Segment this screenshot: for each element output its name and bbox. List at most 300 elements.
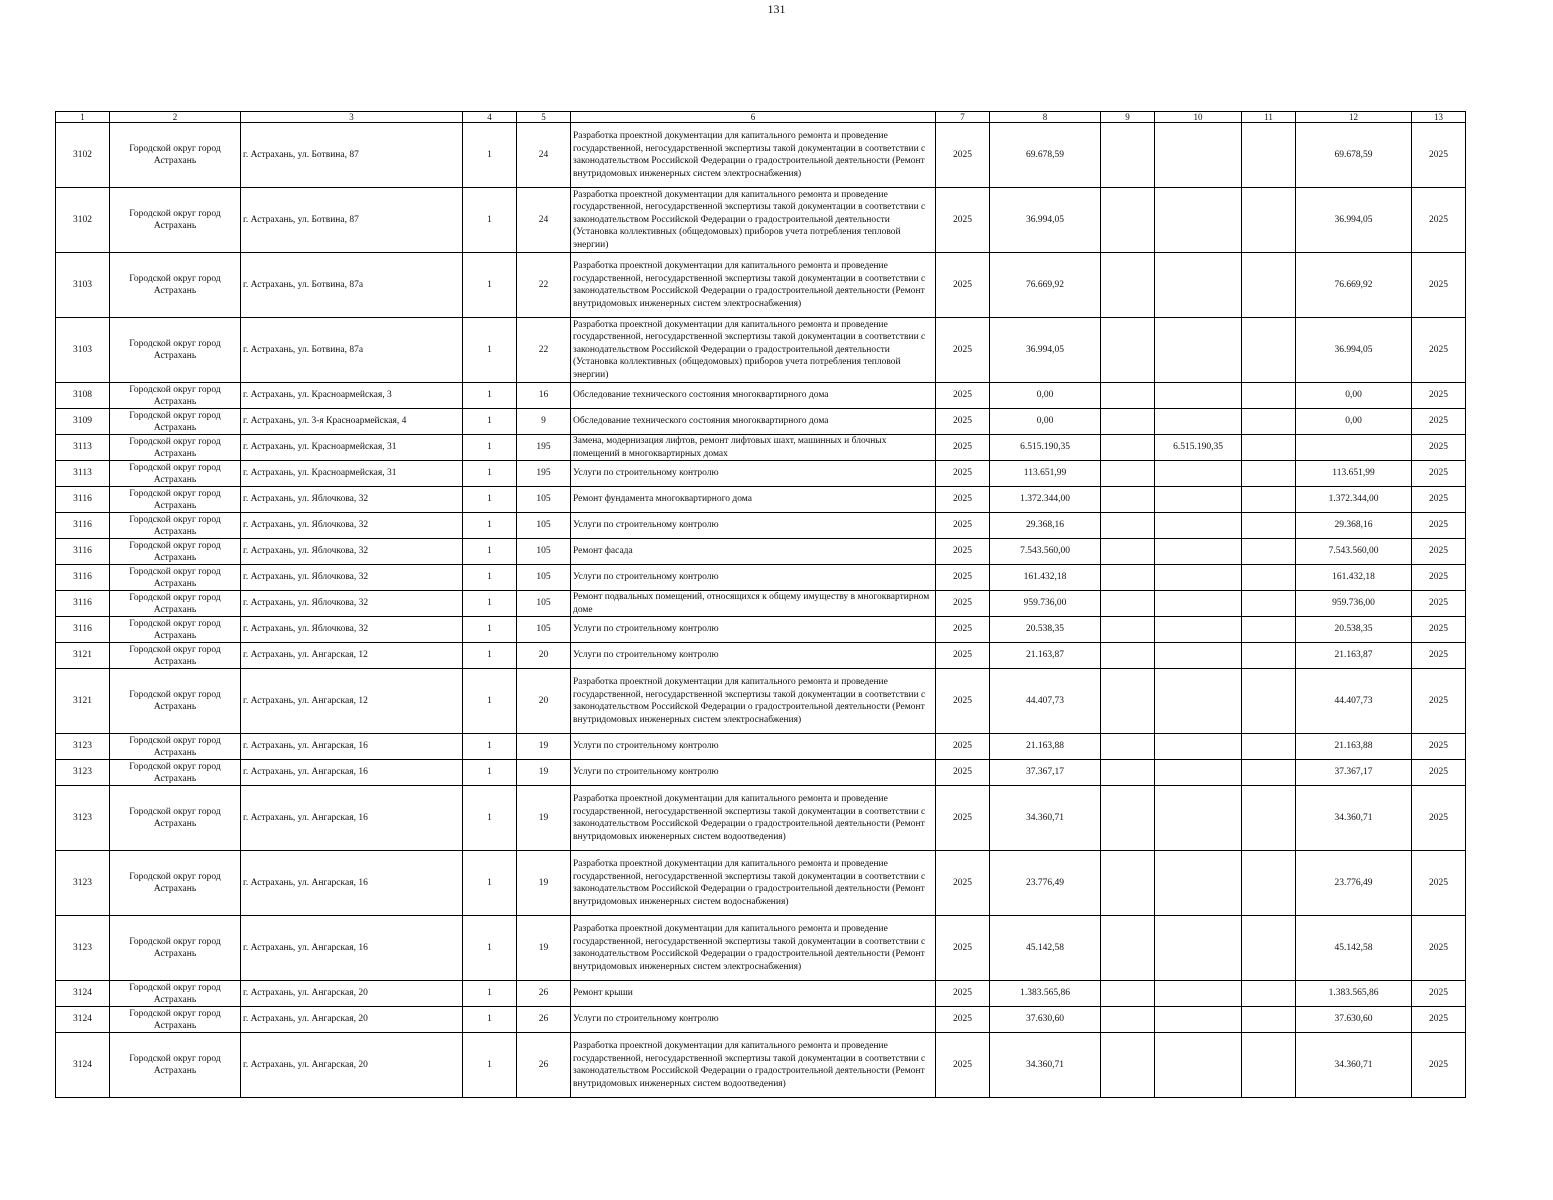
fund-cost: 21.163,88 [1296,734,1412,760]
year-complete: 2025 [1412,734,1466,760]
lift-cost [1155,409,1242,435]
municipality: Городской округ город Астрахань [110,318,241,383]
work-description: Разработка проектной документации для капитального ремонта и проведение государственной, негосударственной экспертизы такой документации в соответствии с законодательством Российской Федерации о градостроительной деятельности (Ремонт внутридомовых инженерных систем электроснабжения) [571,669,936,734]
fund-cost: 76.669,92 [1296,253,1412,318]
table-row [56,123,1466,188]
apartments: 105 [517,617,571,643]
address: г. Астрахань, ул. Ботвина, 87а [241,253,463,318]
row-id: 3123 [56,760,110,786]
address: г. Астрахань, ул. Ангарская, 16 [241,786,463,851]
apartments: 19 [517,916,571,981]
fund-cost: 36.994,05 [1296,188,1412,253]
lift-cost [1155,734,1242,760]
address: г. Астрахань, ул. Ботвина, 87 [241,188,463,253]
work-description: Замена, модернизация лифтов, ремонт лифтовых шахт, машинных и блочных помещений в многоквартирных домах [571,435,936,461]
municipality: Городской округ город Астрахань [110,461,241,487]
total-cost: 1.383.565,86 [990,981,1101,1007]
row-id: 3109 [56,409,110,435]
year-complete: 2025 [1412,851,1466,916]
count: 1 [463,539,517,565]
municipality: Городской округ город Астрахань [110,435,241,461]
total-cost: 6.515.190,35 [990,435,1101,461]
col-9-value [1101,617,1155,643]
row-id: 3116 [56,539,110,565]
col-11-value [1242,734,1296,760]
fund-cost: 0,00 [1296,409,1412,435]
count: 1 [463,188,517,253]
fund-cost: 7.543.560,00 [1296,539,1412,565]
municipality: Городской округ город Астрахань [110,760,241,786]
year-complete: 2025 [1412,435,1466,461]
apartments: 105 [517,513,571,539]
year-complete: 2025 [1412,539,1466,565]
year-planned: 2025 [936,253,990,318]
year-planned: 2025 [936,981,990,1007]
year-complete: 2025 [1412,916,1466,981]
year-planned: 2025 [936,435,990,461]
work-description: Услуги по строительному контролю [571,565,936,591]
apartments: 20 [517,669,571,734]
column-header: 9 [1101,112,1155,123]
row-id: 3103 [56,253,110,318]
fund-cost: 1.372.344,00 [1296,487,1412,513]
lift-cost [1155,669,1242,734]
address: г. Астрахань, ул. Яблочкова, 32 [241,617,463,643]
total-cost: 113.651,99 [990,461,1101,487]
address: г. Астрахань, ул. Ботвина, 87 [241,123,463,188]
apartments: 19 [517,851,571,916]
col-9-value [1101,435,1155,461]
year-planned: 2025 [936,760,990,786]
year-complete: 2025 [1412,981,1466,1007]
table-body [56,123,1466,1098]
year-complete: 2025 [1412,513,1466,539]
apartments: 24 [517,123,571,188]
work-description: Услуги по строительному контролю [571,760,936,786]
col-11-value [1242,513,1296,539]
row-id: 3102 [56,188,110,253]
row-id: 3113 [56,435,110,461]
fund-cost: 34.360,71 [1296,786,1412,851]
count: 1 [463,409,517,435]
municipality: Городской округ город Астрахань [110,916,241,981]
address: г. Астрахань, ул. Яблочкова, 32 [241,539,463,565]
table-row [56,253,1466,318]
col-9-value [1101,1033,1155,1098]
municipality: Городской округ город Астрахань [110,591,241,617]
fund-cost: 0,00 [1296,383,1412,409]
year-complete: 2025 [1412,1007,1466,1033]
table-row [56,513,1466,539]
total-cost: 34.360,71 [990,1033,1101,1098]
address: г. Астрахань, ул. Ангарская, 16 [241,851,463,916]
column-header: 11 [1242,112,1296,123]
total-cost: 69.678,59 [990,123,1101,188]
year-planned: 2025 [936,487,990,513]
fund-cost: 21.163,87 [1296,643,1412,669]
total-cost: 7.543.560,00 [990,539,1101,565]
row-id: 3108 [56,383,110,409]
count: 1 [463,435,517,461]
row-id: 3123 [56,851,110,916]
work-description: Услуги по строительному контролю [571,461,936,487]
work-description: Услуги по строительному контролю [571,1007,936,1033]
count: 1 [463,1033,517,1098]
total-cost: 21.163,87 [990,643,1101,669]
lift-cost [1155,188,1242,253]
work-description: Услуги по строительному контролю [571,734,936,760]
col-9-value [1101,643,1155,669]
year-planned: 2025 [936,539,990,565]
col-11-value [1242,435,1296,461]
work-description: Ремонт крыши [571,981,936,1007]
year-complete: 2025 [1412,487,1466,513]
lift-cost [1155,383,1242,409]
col-9-value [1101,669,1155,734]
column-header: 12 [1296,112,1412,123]
lift-cost [1155,123,1242,188]
municipality: Городской округ город Астрахань [110,253,241,318]
col-9-value [1101,786,1155,851]
year-complete: 2025 [1412,786,1466,851]
address: г. Астрахань, ул. Ангарская, 16 [241,916,463,981]
total-cost: 29.368,16 [990,513,1101,539]
address: г. Астрахань, ул. Красноармейская, 31 [241,435,463,461]
address: г. Астрахань, ул. Ботвина, 87а [241,318,463,383]
year-complete: 2025 [1412,461,1466,487]
fund-cost: 113.651,99 [1296,461,1412,487]
col-11-value [1242,851,1296,916]
column-header: 7 [936,112,990,123]
work-description: Разработка проектной документации для капитального ремонта и проведение государственной, негосударственной экспертизы такой документации в соответствии с законодательством Российской Федерации о градостроительной деятельности (Установка коллективных (общедомовых) приборов учета потребления тепловой энергии) [571,188,936,253]
apartments: 16 [517,383,571,409]
row-id: 3123 [56,786,110,851]
municipality: Городской округ город Астрахань [110,409,241,435]
address: г. Астрахань, ул. Ангарская, 16 [241,760,463,786]
municipality: Городской округ город Астрахань [110,786,241,851]
count: 1 [463,1007,517,1033]
page-number: 131 [767,2,786,16]
total-cost: 0,00 [990,383,1101,409]
municipality: Городской округ город Астрахань [110,487,241,513]
fund-cost: 69.678,59 [1296,123,1412,188]
lift-cost [1155,318,1242,383]
table-row [56,643,1466,669]
table-row [56,981,1466,1007]
fund-cost [1296,435,1412,461]
municipality: Городской округ город Астрахань [110,383,241,409]
apartments: 105 [517,539,571,565]
municipality: Городской округ город Астрахань [110,1007,241,1033]
address: г. Астрахань, ул. Ангарская, 12 [241,669,463,734]
count: 1 [463,760,517,786]
apartments: 105 [517,565,571,591]
count: 1 [463,916,517,981]
col-11-value [1242,1007,1296,1033]
lift-cost [1155,253,1242,318]
apartments: 26 [517,1033,571,1098]
table-row [56,383,1466,409]
count: 1 [463,734,517,760]
apartments: 105 [517,487,571,513]
year-complete: 2025 [1412,253,1466,318]
work-description: Разработка проектной документации для капитального ремонта и проведение государственной, негосударственной экспертизы такой документации в соответствии с законодательством Российской Федерации о градостроительной деятельности (Ремонт внутридомовых инженерных систем водоснабжения) [571,851,936,916]
year-complete: 2025 [1412,565,1466,591]
work-description: Разработка проектной документации для капитального ремонта и проведение государственной, негосударственной экспертизы такой документации в соответствии с законодательством Российской Федерации о градостроительной деятельности (Ремонт внутридомовых инженерных систем водоотведения) [571,786,936,851]
table-row [56,409,1466,435]
count: 1 [463,786,517,851]
table-row [56,1033,1466,1098]
column-number-row [56,112,1466,123]
column-header: 2 [110,112,241,123]
apartments: 105 [517,591,571,617]
table-row [56,591,1466,617]
row-id: 3103 [56,318,110,383]
col-9-value [1101,188,1155,253]
year-planned: 2025 [936,383,990,409]
fund-cost: 20.538,35 [1296,617,1412,643]
col-11-value [1242,188,1296,253]
year-planned: 2025 [936,513,990,539]
col-11-value [1242,1033,1296,1098]
table-row [56,188,1466,253]
address: г. Астрахань, ул. Яблочкова, 32 [241,591,463,617]
fund-cost: 1.383.565,86 [1296,981,1412,1007]
count: 1 [463,461,517,487]
count: 1 [463,253,517,318]
col-11-value [1242,123,1296,188]
year-complete: 2025 [1412,409,1466,435]
work-description: Ремонт подвальных помещений, относящихся к общему имуществу в многоквартирном доме [571,591,936,617]
row-id: 3121 [56,669,110,734]
total-cost: 36.994,05 [990,188,1101,253]
col-9-value [1101,409,1155,435]
lift-cost [1155,591,1242,617]
count: 1 [463,981,517,1007]
column-header: 1 [56,112,110,123]
row-id: 3113 [56,461,110,487]
col-9-value [1101,123,1155,188]
table-row [56,565,1466,591]
lift-cost [1155,786,1242,851]
col-9-value [1101,318,1155,383]
row-id: 3116 [56,617,110,643]
col-9-value [1101,760,1155,786]
lift-cost [1155,617,1242,643]
table-row [56,734,1466,760]
col-11-value [1242,916,1296,981]
address: г. Астрахань, ул. Ангарская, 16 [241,734,463,760]
table-row [56,617,1466,643]
address: г. Астрахань, ул. Ангарская, 12 [241,643,463,669]
col-11-value [1242,786,1296,851]
apartments: 26 [517,981,571,1007]
work-description: Разработка проектной документации для капитального ремонта и проведение государственной, негосударственной экспертизы такой документации в соответствии с законодательством Российской Федерации о градостроительной деятельности (Ремонт внутридомовых инженерных систем электроснабжения) [571,253,936,318]
municipality: Городской округ город Астрахань [110,188,241,253]
apartments: 9 [517,409,571,435]
municipality: Городской округ город Астрахань [110,669,241,734]
fund-cost: 161.432,18 [1296,565,1412,591]
year-planned: 2025 [936,669,990,734]
lift-cost [1155,916,1242,981]
row-id: 3123 [56,734,110,760]
apartments: 19 [517,760,571,786]
year-planned: 2025 [936,409,990,435]
address: г. Астрахань, ул. Яблочкова, 32 [241,513,463,539]
row-id: 3121 [56,643,110,669]
count: 1 [463,851,517,916]
count: 1 [463,513,517,539]
col-11-value [1242,565,1296,591]
address: г. Астрахань, ул. Красноармейская, 31 [241,461,463,487]
address: г. Астрахань, ул. Красноармейская, 3 [241,383,463,409]
municipality: Городской округ город Астрахань [110,539,241,565]
col-9-value [1101,591,1155,617]
total-cost: 23.776,49 [990,851,1101,916]
col-11-value [1242,643,1296,669]
col-11-value [1242,591,1296,617]
row-id: 3124 [56,1033,110,1098]
lift-cost [1155,1007,1242,1033]
apartments: 195 [517,461,571,487]
municipality: Городской округ город Астрахань [110,981,241,1007]
lift-cost [1155,461,1242,487]
year-complete: 2025 [1412,669,1466,734]
address: г. Астрахань, ул. Ангарская, 20 [241,981,463,1007]
lift-cost [1155,981,1242,1007]
table-row [56,760,1466,786]
column-header: 13 [1412,112,1466,123]
work-description: Разработка проектной документации для капитального ремонта и проведение государственной, негосударственной экспертизы такой документации в соответствии с законодательством Российской Федерации о градостроительной деятельности (Ремонт внутридомовых инженерных систем электроснабжения) [571,123,936,188]
municipality: Городской округ город Астрахань [110,851,241,916]
fund-cost: 37.630,60 [1296,1007,1412,1033]
col-9-value [1101,539,1155,565]
year-complete: 2025 [1412,617,1466,643]
fund-cost: 36.994,05 [1296,318,1412,383]
year-planned: 2025 [936,318,990,383]
table-row [56,786,1466,851]
apartments: 195 [517,435,571,461]
column-header: 8 [990,112,1101,123]
table-row [56,461,1466,487]
total-cost: 21.163,88 [990,734,1101,760]
apartments: 24 [517,188,571,253]
lift-cost [1155,851,1242,916]
count: 1 [463,318,517,383]
year-complete: 2025 [1412,760,1466,786]
address: г. Астрахань, ул. Ангарская, 20 [241,1007,463,1033]
work-description: Обследование технического состояния многоквартирного дома [571,383,936,409]
total-cost: 161.432,18 [990,565,1101,591]
year-planned: 2025 [936,617,990,643]
table-row [56,916,1466,981]
total-cost: 76.669,92 [990,253,1101,318]
col-11-value [1242,253,1296,318]
address: г. Астрахань, ул. 3-я Красноармейская, 4 [241,409,463,435]
fund-cost: 44.407,73 [1296,669,1412,734]
lift-cost [1155,643,1242,669]
year-complete: 2025 [1412,318,1466,383]
count: 1 [463,643,517,669]
col-11-value [1242,318,1296,383]
year-planned: 2025 [936,786,990,851]
year-complete: 2025 [1412,591,1466,617]
col-11-value [1242,409,1296,435]
works-table [55,111,1466,1098]
column-header: 3 [241,112,463,123]
year-complete: 2025 [1412,383,1466,409]
count: 1 [463,565,517,591]
table-row [56,539,1466,565]
total-cost: 36.994,05 [990,318,1101,383]
year-complete: 2025 [1412,188,1466,253]
year-planned: 2025 [936,851,990,916]
address: г. Астрахань, ул. Яблочкова, 32 [241,487,463,513]
work-description: Разработка проектной документации для капитального ремонта и проведение государственной, негосударственной экспертизы такой документации в соответствии с законодательством Российской Федерации о градостроительной деятельности (Установка коллективных (общедомовых) приборов учета потребления тепловой энергии) [571,318,936,383]
col-11-value [1242,617,1296,643]
col-9-value [1101,565,1155,591]
apartments: 26 [517,1007,571,1033]
col-9-value [1101,1007,1155,1033]
table-row [56,487,1466,513]
fund-cost: 959.736,00 [1296,591,1412,617]
col-11-value [1242,461,1296,487]
col-9-value [1101,487,1155,513]
lift-cost: 6.515.190,35 [1155,435,1242,461]
work-description: Услуги по строительному контролю [571,643,936,669]
fund-cost: 34.360,71 [1296,1033,1412,1098]
year-complete: 2025 [1412,123,1466,188]
col-9-value [1101,253,1155,318]
municipality: Городской округ город Астрахань [110,643,241,669]
table-row [56,318,1466,383]
lift-cost [1155,760,1242,786]
fund-cost: 29.368,16 [1296,513,1412,539]
work-description: Разработка проектной документации для капитального ремонта и проведение государственной, негосударственной экспертизы такой документации в соответствии с законодательством Российской Федерации о градостроительной деятельности (Ремонт внутридомовых инженерных систем водоотведения) [571,1033,936,1098]
fund-cost: 23.776,49 [1296,851,1412,916]
apartments: 19 [517,786,571,851]
address: г. Астрахань, ул. Яблочкова, 32 [241,565,463,591]
year-planned: 2025 [936,1033,990,1098]
col-11-value [1242,539,1296,565]
col-9-value [1101,513,1155,539]
municipality: Городской округ город Астрахань [110,617,241,643]
col-9-value [1101,461,1155,487]
work-description: Услуги по строительному контролю [571,617,936,643]
table-row [56,1007,1466,1033]
total-cost: 959.736,00 [990,591,1101,617]
count: 1 [463,669,517,734]
lift-cost [1155,487,1242,513]
col-9-value [1101,851,1155,916]
lift-cost [1155,513,1242,539]
year-complete: 2025 [1412,1033,1466,1098]
work-description: Ремонт фасада [571,539,936,565]
lift-cost [1155,565,1242,591]
total-cost: 45.142,58 [990,916,1101,981]
col-11-value [1242,383,1296,409]
year-planned: 2025 [936,188,990,253]
municipality: Городской округ город Астрахань [110,565,241,591]
total-cost: 37.367,17 [990,760,1101,786]
apartments: 22 [517,253,571,318]
count: 1 [463,591,517,617]
year-planned: 2025 [936,565,990,591]
column-header: 10 [1155,112,1242,123]
row-id: 3124 [56,981,110,1007]
col-11-value [1242,760,1296,786]
year-complete: 2025 [1412,643,1466,669]
